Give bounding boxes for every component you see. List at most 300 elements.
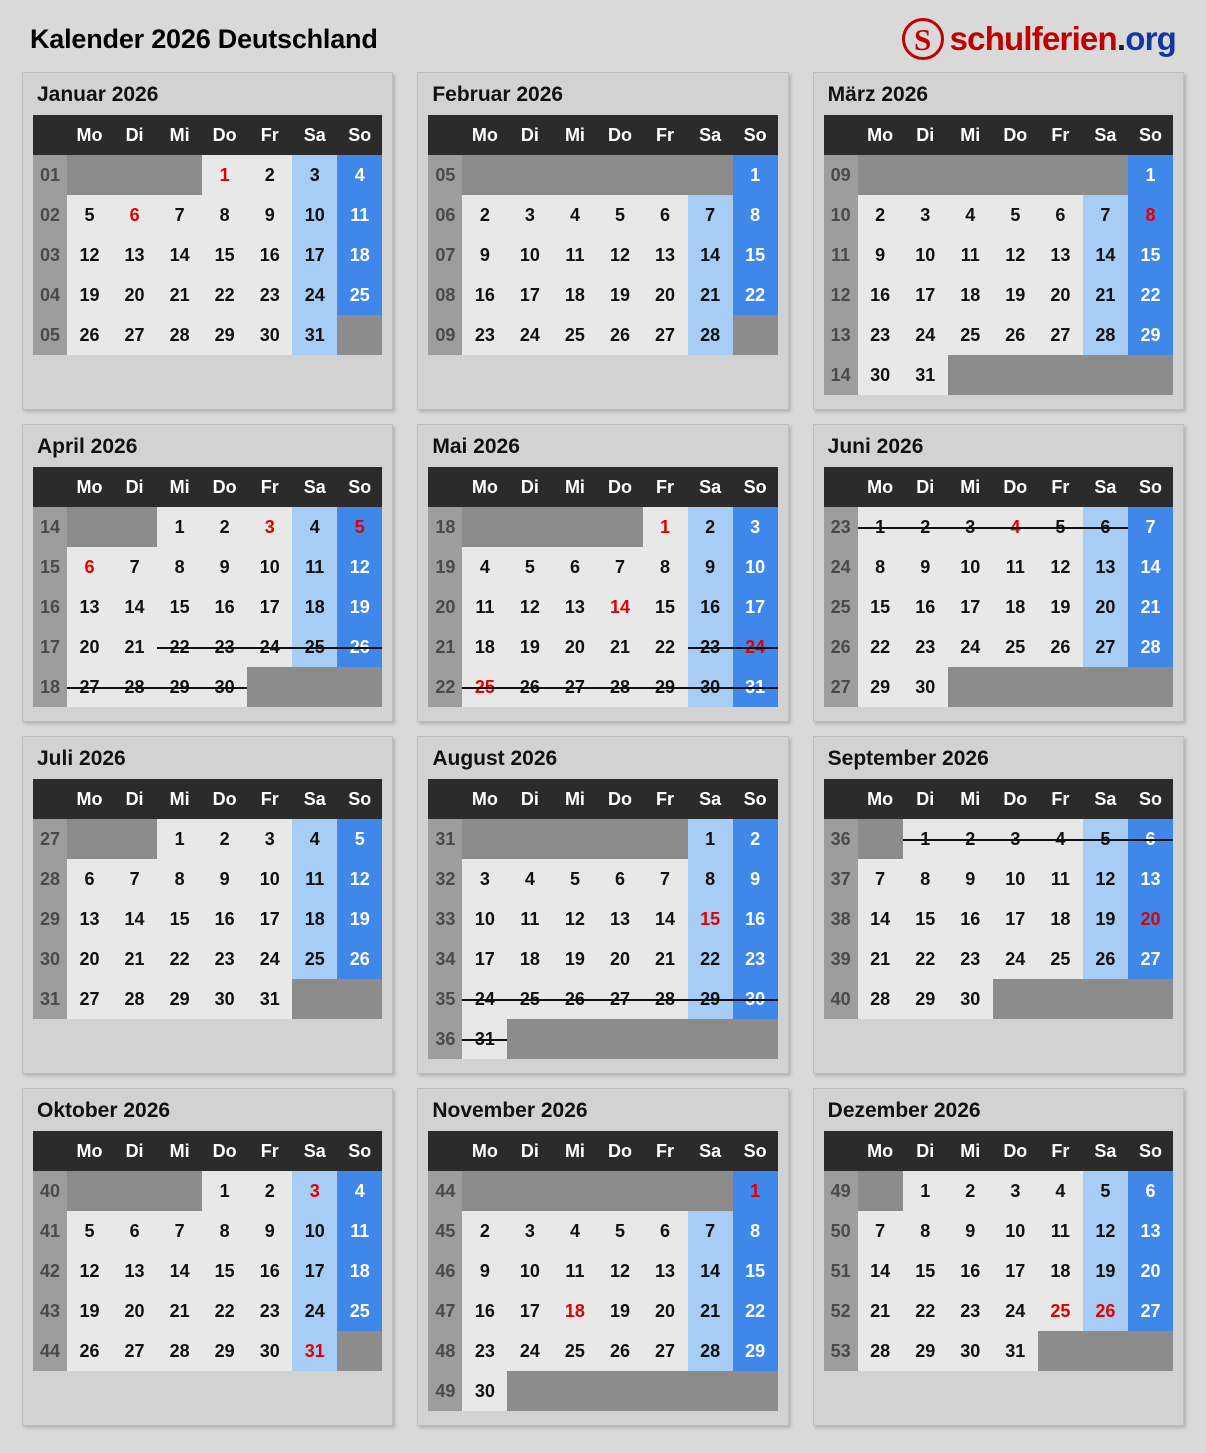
day-cell[interactable]: 25 xyxy=(1038,939,1083,979)
day-cell[interactable]: 6 xyxy=(1128,1171,1173,1211)
day-cell[interactable]: 6 xyxy=(112,195,157,235)
day-cell[interactable]: 4 xyxy=(552,1211,597,1251)
day-cell[interactable]: 27 xyxy=(552,667,597,707)
day-cell[interactable]: 5 xyxy=(597,195,642,235)
day-cell[interactable]: 24 xyxy=(993,1291,1038,1331)
day-cell[interactable]: 3 xyxy=(507,195,552,235)
day-cell[interactable]: 10 xyxy=(507,235,552,275)
day-cell[interactable]: 17 xyxy=(948,587,993,627)
day-cell[interactable]: 6 xyxy=(67,547,112,587)
day-cell[interactable]: 7 xyxy=(157,195,202,235)
day-cell[interactable]: 23 xyxy=(903,627,948,667)
day-cell[interactable]: 24 xyxy=(507,1331,552,1371)
day-cell[interactable]: 9 xyxy=(202,859,247,899)
day-cell[interactable]: 11 xyxy=(993,547,1038,587)
day-cell[interactable]: 18 xyxy=(1038,1251,1083,1291)
day-cell[interactable]: 8 xyxy=(202,1211,247,1251)
day-cell[interactable]: 22 xyxy=(858,627,903,667)
day-cell[interactable]: 17 xyxy=(462,939,507,979)
day-cell[interactable]: 20 xyxy=(67,939,112,979)
day-cell[interactable]: 15 xyxy=(733,1251,778,1291)
day-cell[interactable]: 5 xyxy=(597,1211,642,1251)
day-cell[interactable]: 25 xyxy=(337,1291,382,1331)
day-cell[interactable]: 11 xyxy=(337,1211,382,1251)
day-cell[interactable]: 12 xyxy=(1083,1211,1128,1251)
day-cell[interactable]: 20 xyxy=(67,627,112,667)
day-cell[interactable]: 4 xyxy=(552,195,597,235)
day-cell[interactable]: 5 xyxy=(1083,1171,1128,1211)
day-cell[interactable]: 31 xyxy=(292,315,337,355)
day-cell[interactable]: 7 xyxy=(1083,195,1128,235)
day-cell[interactable]: 2 xyxy=(948,819,993,859)
day-cell[interactable]: 10 xyxy=(903,235,948,275)
day-cell[interactable]: 30 xyxy=(733,979,778,1019)
day-cell[interactable]: 20 xyxy=(1083,587,1128,627)
day-cell[interactable]: 19 xyxy=(1038,587,1083,627)
day-cell[interactable]: 2 xyxy=(903,507,948,547)
day-cell[interactable]: 5 xyxy=(337,819,382,859)
day-cell[interactable]: 13 xyxy=(1038,235,1083,275)
day-cell[interactable]: 12 xyxy=(67,1251,112,1291)
day-cell[interactable]: 24 xyxy=(507,315,552,355)
day-cell[interactable]: 7 xyxy=(688,195,733,235)
day-cell[interactable]: 15 xyxy=(858,587,903,627)
day-cell[interactable]: 19 xyxy=(337,587,382,627)
day-cell[interactable]: 29 xyxy=(903,1331,948,1371)
day-cell[interactable]: 5 xyxy=(993,195,1038,235)
day-cell[interactable]: 21 xyxy=(112,939,157,979)
day-cell[interactable]: 14 xyxy=(597,587,642,627)
day-cell[interactable]: 21 xyxy=(157,1291,202,1331)
day-cell[interactable]: 24 xyxy=(247,939,292,979)
day-cell[interactable]: 28 xyxy=(112,667,157,707)
day-cell[interactable]: 19 xyxy=(67,275,112,315)
day-cell[interactable]: 17 xyxy=(903,275,948,315)
day-cell[interactable]: 18 xyxy=(552,275,597,315)
day-cell[interactable]: 2 xyxy=(462,1211,507,1251)
day-cell[interactable]: 27 xyxy=(67,667,112,707)
day-cell[interactable]: 2 xyxy=(948,1171,993,1211)
day-cell[interactable]: 23 xyxy=(462,315,507,355)
day-cell[interactable]: 14 xyxy=(688,1251,733,1291)
day-cell[interactable]: 14 xyxy=(157,235,202,275)
day-cell[interactable]: 22 xyxy=(903,1291,948,1331)
day-cell[interactable]: 8 xyxy=(1128,195,1173,235)
day-cell[interactable]: 12 xyxy=(1083,859,1128,899)
day-cell[interactable]: 4 xyxy=(948,195,993,235)
day-cell[interactable]: 4 xyxy=(507,859,552,899)
day-cell[interactable]: 2 xyxy=(202,507,247,547)
day-cell[interactable]: 23 xyxy=(202,627,247,667)
day-cell[interactable]: 14 xyxy=(858,899,903,939)
day-cell[interactable]: 25 xyxy=(993,627,1038,667)
day-cell[interactable]: 25 xyxy=(507,979,552,1019)
day-cell[interactable]: 5 xyxy=(67,195,112,235)
day-cell[interactable]: 1 xyxy=(157,819,202,859)
day-cell[interactable]: 19 xyxy=(507,627,552,667)
day-cell[interactable]: 12 xyxy=(552,899,597,939)
day-cell[interactable]: 28 xyxy=(1083,315,1128,355)
day-cell[interactable]: 7 xyxy=(643,859,688,899)
day-cell[interactable]: 17 xyxy=(993,1251,1038,1291)
day-cell[interactable]: 23 xyxy=(247,275,292,315)
day-cell[interactable]: 22 xyxy=(688,939,733,979)
day-cell[interactable]: 12 xyxy=(1038,547,1083,587)
day-cell[interactable]: 28 xyxy=(157,1331,202,1371)
day-cell[interactable]: 17 xyxy=(292,235,337,275)
day-cell[interactable]: 31 xyxy=(733,667,778,707)
day-cell[interactable]: 16 xyxy=(462,1291,507,1331)
day-cell[interactable]: 25 xyxy=(552,315,597,355)
day-cell[interactable]: 25 xyxy=(552,1331,597,1371)
day-cell[interactable]: 28 xyxy=(112,979,157,1019)
day-cell[interactable]: 31 xyxy=(903,355,948,395)
day-cell[interactable]: 30 xyxy=(948,979,993,1019)
day-cell[interactable]: 15 xyxy=(157,899,202,939)
day-cell[interactable]: 29 xyxy=(733,1331,778,1371)
day-cell[interactable]: 8 xyxy=(733,195,778,235)
day-cell[interactable]: 30 xyxy=(903,667,948,707)
day-cell[interactable]: 25 xyxy=(1038,1291,1083,1331)
day-cell[interactable]: 22 xyxy=(157,627,202,667)
day-cell[interactable]: 1 xyxy=(903,1171,948,1211)
day-cell[interactable]: 26 xyxy=(1038,627,1083,667)
day-cell[interactable]: 29 xyxy=(903,979,948,1019)
day-cell[interactable]: 22 xyxy=(733,275,778,315)
day-cell[interactable]: 30 xyxy=(948,1331,993,1371)
day-cell[interactable]: 30 xyxy=(462,1371,507,1411)
day-cell[interactable]: 20 xyxy=(112,275,157,315)
day-cell[interactable]: 2 xyxy=(462,195,507,235)
day-cell[interactable]: 21 xyxy=(688,1291,733,1331)
day-cell[interactable]: 26 xyxy=(67,315,112,355)
day-cell[interactable]: 29 xyxy=(202,1331,247,1371)
day-cell[interactable]: 28 xyxy=(1128,627,1173,667)
day-cell[interactable]: 26 xyxy=(337,627,382,667)
day-cell[interactable]: 28 xyxy=(157,315,202,355)
day-cell[interactable]: 16 xyxy=(948,1251,993,1291)
day-cell[interactable]: 26 xyxy=(597,315,642,355)
day-cell[interactable]: 8 xyxy=(157,859,202,899)
day-cell[interactable]: 13 xyxy=(67,899,112,939)
day-cell[interactable]: 14 xyxy=(112,899,157,939)
day-cell[interactable]: 4 xyxy=(1038,1171,1083,1211)
day-cell[interactable]: 10 xyxy=(993,1211,1038,1251)
day-cell[interactable]: 16 xyxy=(202,899,247,939)
day-cell[interactable]: 11 xyxy=(337,195,382,235)
day-cell[interactable]: 22 xyxy=(733,1291,778,1331)
day-cell[interactable]: 22 xyxy=(202,1291,247,1331)
day-cell[interactable]: 15 xyxy=(157,587,202,627)
day-cell[interactable]: 9 xyxy=(948,1211,993,1251)
day-cell[interactable]: 31 xyxy=(247,979,292,1019)
day-cell[interactable]: 16 xyxy=(948,899,993,939)
day-cell[interactable]: 20 xyxy=(643,275,688,315)
day-cell[interactable]: 17 xyxy=(993,899,1038,939)
day-cell[interactable]: 24 xyxy=(948,627,993,667)
day-cell[interactable]: 9 xyxy=(903,547,948,587)
day-cell[interactable]: 28 xyxy=(858,979,903,1019)
day-cell[interactable]: 29 xyxy=(202,315,247,355)
day-cell[interactable]: 5 xyxy=(67,1211,112,1251)
day-cell[interactable]: 20 xyxy=(112,1291,157,1331)
day-cell[interactable]: 21 xyxy=(157,275,202,315)
day-cell[interactable]: 16 xyxy=(462,275,507,315)
day-cell[interactable]: 26 xyxy=(1083,939,1128,979)
day-cell[interactable]: 15 xyxy=(643,587,688,627)
day-cell[interactable]: 23 xyxy=(247,1291,292,1331)
day-cell[interactable]: 8 xyxy=(643,547,688,587)
day-cell[interactable]: 17 xyxy=(507,275,552,315)
day-cell[interactable]: 20 xyxy=(1128,899,1173,939)
day-cell[interactable]: 21 xyxy=(858,1291,903,1331)
day-cell[interactable]: 6 xyxy=(552,547,597,587)
day-cell[interactable]: 1 xyxy=(202,1171,247,1211)
day-cell[interactable]: 25 xyxy=(292,627,337,667)
day-cell[interactable]: 9 xyxy=(948,859,993,899)
day-cell[interactable]: 13 xyxy=(67,587,112,627)
day-cell[interactable]: 26 xyxy=(67,1331,112,1371)
day-cell[interactable]: 21 xyxy=(1083,275,1128,315)
day-cell[interactable]: 16 xyxy=(247,235,292,275)
day-cell[interactable]: 5 xyxy=(1083,819,1128,859)
day-cell[interactable]: 12 xyxy=(597,1251,642,1291)
day-cell[interactable]: 2 xyxy=(688,507,733,547)
day-cell[interactable]: 4 xyxy=(462,547,507,587)
day-cell[interactable]: 24 xyxy=(292,275,337,315)
day-cell[interactable]: 25 xyxy=(292,939,337,979)
day-cell[interactable]: 21 xyxy=(1128,587,1173,627)
day-cell[interactable]: 22 xyxy=(157,939,202,979)
day-cell[interactable]: 25 xyxy=(948,315,993,355)
day-cell[interactable]: 13 xyxy=(1128,1211,1173,1251)
day-cell[interactable]: 29 xyxy=(157,979,202,1019)
day-cell[interactable]: 18 xyxy=(507,939,552,979)
day-cell[interactable]: 1 xyxy=(858,507,903,547)
day-cell[interactable]: 20 xyxy=(1128,1251,1173,1291)
day-cell[interactable]: 3 xyxy=(948,507,993,547)
day-cell[interactable]: 30 xyxy=(202,979,247,1019)
day-cell[interactable]: 23 xyxy=(462,1331,507,1371)
day-cell[interactable]: 3 xyxy=(462,859,507,899)
day-cell[interactable]: 1 xyxy=(1128,155,1173,195)
day-cell[interactable]: 10 xyxy=(507,1251,552,1291)
day-cell[interactable]: 16 xyxy=(688,587,733,627)
day-cell[interactable]: 19 xyxy=(67,1291,112,1331)
day-cell[interactable]: 29 xyxy=(1128,315,1173,355)
day-cell[interactable]: 10 xyxy=(733,547,778,587)
day-cell[interactable]: 23 xyxy=(688,627,733,667)
day-cell[interactable]: 15 xyxy=(202,1251,247,1291)
day-cell[interactable]: 2 xyxy=(247,1171,292,1211)
day-cell[interactable]: 28 xyxy=(858,1331,903,1371)
day-cell[interactable]: 13 xyxy=(552,587,597,627)
day-cell[interactable]: 31 xyxy=(292,1331,337,1371)
day-cell[interactable]: 16 xyxy=(733,899,778,939)
day-cell[interactable]: 27 xyxy=(1128,939,1173,979)
day-cell[interactable]: 5 xyxy=(507,547,552,587)
day-cell[interactable]: 29 xyxy=(157,667,202,707)
day-cell[interactable]: 19 xyxy=(552,939,597,979)
day-cell[interactable]: 19 xyxy=(993,275,1038,315)
day-cell[interactable]: 3 xyxy=(733,507,778,547)
day-cell[interactable]: 1 xyxy=(643,507,688,547)
day-cell[interactable]: 10 xyxy=(993,859,1038,899)
day-cell[interactable]: 18 xyxy=(337,1251,382,1291)
day-cell[interactable]: 9 xyxy=(858,235,903,275)
day-cell[interactable]: 18 xyxy=(1038,899,1083,939)
day-cell[interactable]: 11 xyxy=(292,547,337,587)
day-cell[interactable]: 26 xyxy=(993,315,1038,355)
day-cell[interactable]: 6 xyxy=(643,1211,688,1251)
day-cell[interactable]: 18 xyxy=(552,1291,597,1331)
day-cell[interactable]: 12 xyxy=(67,235,112,275)
day-cell[interactable]: 18 xyxy=(337,235,382,275)
day-cell[interactable]: 17 xyxy=(733,587,778,627)
day-cell[interactable]: 9 xyxy=(733,859,778,899)
day-cell[interactable]: 29 xyxy=(858,667,903,707)
day-cell[interactable]: 7 xyxy=(112,547,157,587)
day-cell[interactable]: 18 xyxy=(292,587,337,627)
day-cell[interactable]: 22 xyxy=(643,627,688,667)
day-cell[interactable]: 25 xyxy=(337,275,382,315)
day-cell[interactable]: 27 xyxy=(1038,315,1083,355)
day-cell[interactable]: 2 xyxy=(733,819,778,859)
day-cell[interactable]: 6 xyxy=(112,1211,157,1251)
day-cell[interactable]: 4 xyxy=(993,507,1038,547)
day-cell[interactable]: 14 xyxy=(112,587,157,627)
day-cell[interactable]: 16 xyxy=(858,275,903,315)
day-cell[interactable]: 10 xyxy=(462,899,507,939)
day-cell[interactable]: 19 xyxy=(597,1291,642,1331)
day-cell[interactable]: 12 xyxy=(337,547,382,587)
day-cell[interactable]: 8 xyxy=(733,1211,778,1251)
day-cell[interactable]: 27 xyxy=(643,315,688,355)
day-cell[interactable]: 16 xyxy=(247,1251,292,1291)
day-cell[interactable]: 22 xyxy=(903,939,948,979)
day-cell[interactable]: 3 xyxy=(247,507,292,547)
day-cell[interactable]: 27 xyxy=(643,1331,688,1371)
day-cell[interactable]: 6 xyxy=(643,195,688,235)
day-cell[interactable]: 26 xyxy=(552,979,597,1019)
day-cell[interactable]: 19 xyxy=(337,899,382,939)
day-cell[interactable]: 8 xyxy=(858,547,903,587)
day-cell[interactable]: 13 xyxy=(1083,547,1128,587)
day-cell[interactable]: 27 xyxy=(597,979,642,1019)
day-cell[interactable]: 27 xyxy=(1083,627,1128,667)
day-cell[interactable]: 25 xyxy=(462,667,507,707)
day-cell[interactable]: 30 xyxy=(247,315,292,355)
day-cell[interactable]: 2 xyxy=(858,195,903,235)
day-cell[interactable]: 7 xyxy=(112,859,157,899)
day-cell[interactable]: 28 xyxy=(688,1331,733,1371)
day-cell[interactable]: 6 xyxy=(1128,819,1173,859)
day-cell[interactable]: 7 xyxy=(1128,507,1173,547)
day-cell[interactable]: 21 xyxy=(688,275,733,315)
day-cell[interactable]: 8 xyxy=(202,195,247,235)
day-cell[interactable]: 5 xyxy=(1038,507,1083,547)
day-cell[interactable]: 3 xyxy=(993,1171,1038,1211)
day-cell[interactable]: 9 xyxy=(462,235,507,275)
day-cell[interactable]: 22 xyxy=(1128,275,1173,315)
day-cell[interactable]: 11 xyxy=(507,899,552,939)
day-cell[interactable]: 30 xyxy=(202,667,247,707)
schulferien-logo[interactable] xyxy=(902,18,1176,60)
day-cell[interactable]: 8 xyxy=(157,547,202,587)
day-cell[interactable]: 12 xyxy=(597,235,642,275)
day-cell[interactable]: 26 xyxy=(597,1331,642,1371)
day-cell[interactable]: 29 xyxy=(643,667,688,707)
day-cell[interactable]: 13 xyxy=(597,899,642,939)
day-cell[interactable]: 4 xyxy=(292,507,337,547)
day-cell[interactable]: 2 xyxy=(247,155,292,195)
day-cell[interactable]: 18 xyxy=(948,275,993,315)
day-cell[interactable]: 12 xyxy=(507,587,552,627)
day-cell[interactable]: 31 xyxy=(993,1331,1038,1371)
day-cell[interactable]: 20 xyxy=(552,627,597,667)
day-cell[interactable]: 16 xyxy=(202,587,247,627)
day-cell[interactable]: 2 xyxy=(202,819,247,859)
day-cell[interactable]: 23 xyxy=(202,939,247,979)
day-cell[interactable]: 3 xyxy=(247,819,292,859)
day-cell[interactable]: 7 xyxy=(858,859,903,899)
day-cell[interactable]: 10 xyxy=(247,547,292,587)
day-cell[interactable]: 9 xyxy=(202,547,247,587)
day-cell[interactable]: 24 xyxy=(993,939,1038,979)
day-cell[interactable]: 24 xyxy=(247,627,292,667)
day-cell[interactable]: 24 xyxy=(462,979,507,1019)
day-cell[interactable]: 7 xyxy=(688,1211,733,1251)
day-cell[interactable]: 5 xyxy=(552,859,597,899)
day-cell[interactable]: 21 xyxy=(643,939,688,979)
day-cell[interactable]: 1 xyxy=(688,819,733,859)
day-cell[interactable]: 24 xyxy=(292,1291,337,1331)
day-cell[interactable]: 14 xyxy=(157,1251,202,1291)
day-cell[interactable]: 12 xyxy=(993,235,1038,275)
day-cell[interactable]: 8 xyxy=(903,859,948,899)
day-cell[interactable]: 21 xyxy=(597,627,642,667)
day-cell[interactable]: 7 xyxy=(597,547,642,587)
day-cell[interactable]: 5 xyxy=(337,507,382,547)
day-cell[interactable]: 15 xyxy=(1128,235,1173,275)
day-cell[interactable]: 11 xyxy=(552,235,597,275)
day-cell[interactable]: 6 xyxy=(597,859,642,899)
day-cell[interactable]: 15 xyxy=(733,235,778,275)
day-cell[interactable]: 30 xyxy=(688,667,733,707)
day-cell[interactable]: 10 xyxy=(247,859,292,899)
day-cell[interactable]: 3 xyxy=(993,819,1038,859)
day-cell[interactable]: 20 xyxy=(643,1291,688,1331)
day-cell[interactable]: 14 xyxy=(1083,235,1128,275)
day-cell[interactable]: 15 xyxy=(903,899,948,939)
day-cell[interactable]: 8 xyxy=(903,1211,948,1251)
day-cell[interactable]: 14 xyxy=(643,899,688,939)
day-cell[interactable]: 20 xyxy=(1038,275,1083,315)
day-cell[interactable]: 8 xyxy=(688,859,733,899)
day-cell[interactable]: 19 xyxy=(1083,899,1128,939)
day-cell[interactable]: 17 xyxy=(247,899,292,939)
day-cell[interactable]: 31 xyxy=(462,1019,507,1059)
day-cell[interactable]: 13 xyxy=(112,235,157,275)
day-cell[interactable]: 4 xyxy=(337,155,382,195)
day-cell[interactable]: 29 xyxy=(688,979,733,1019)
day-cell[interactable]: 6 xyxy=(1038,195,1083,235)
day-cell[interactable]: 23 xyxy=(858,315,903,355)
day-cell[interactable]: 3 xyxy=(292,155,337,195)
day-cell[interactable]: 6 xyxy=(67,859,112,899)
day-cell[interactable]: 1 xyxy=(733,1171,778,1211)
day-cell[interactable]: 26 xyxy=(337,939,382,979)
